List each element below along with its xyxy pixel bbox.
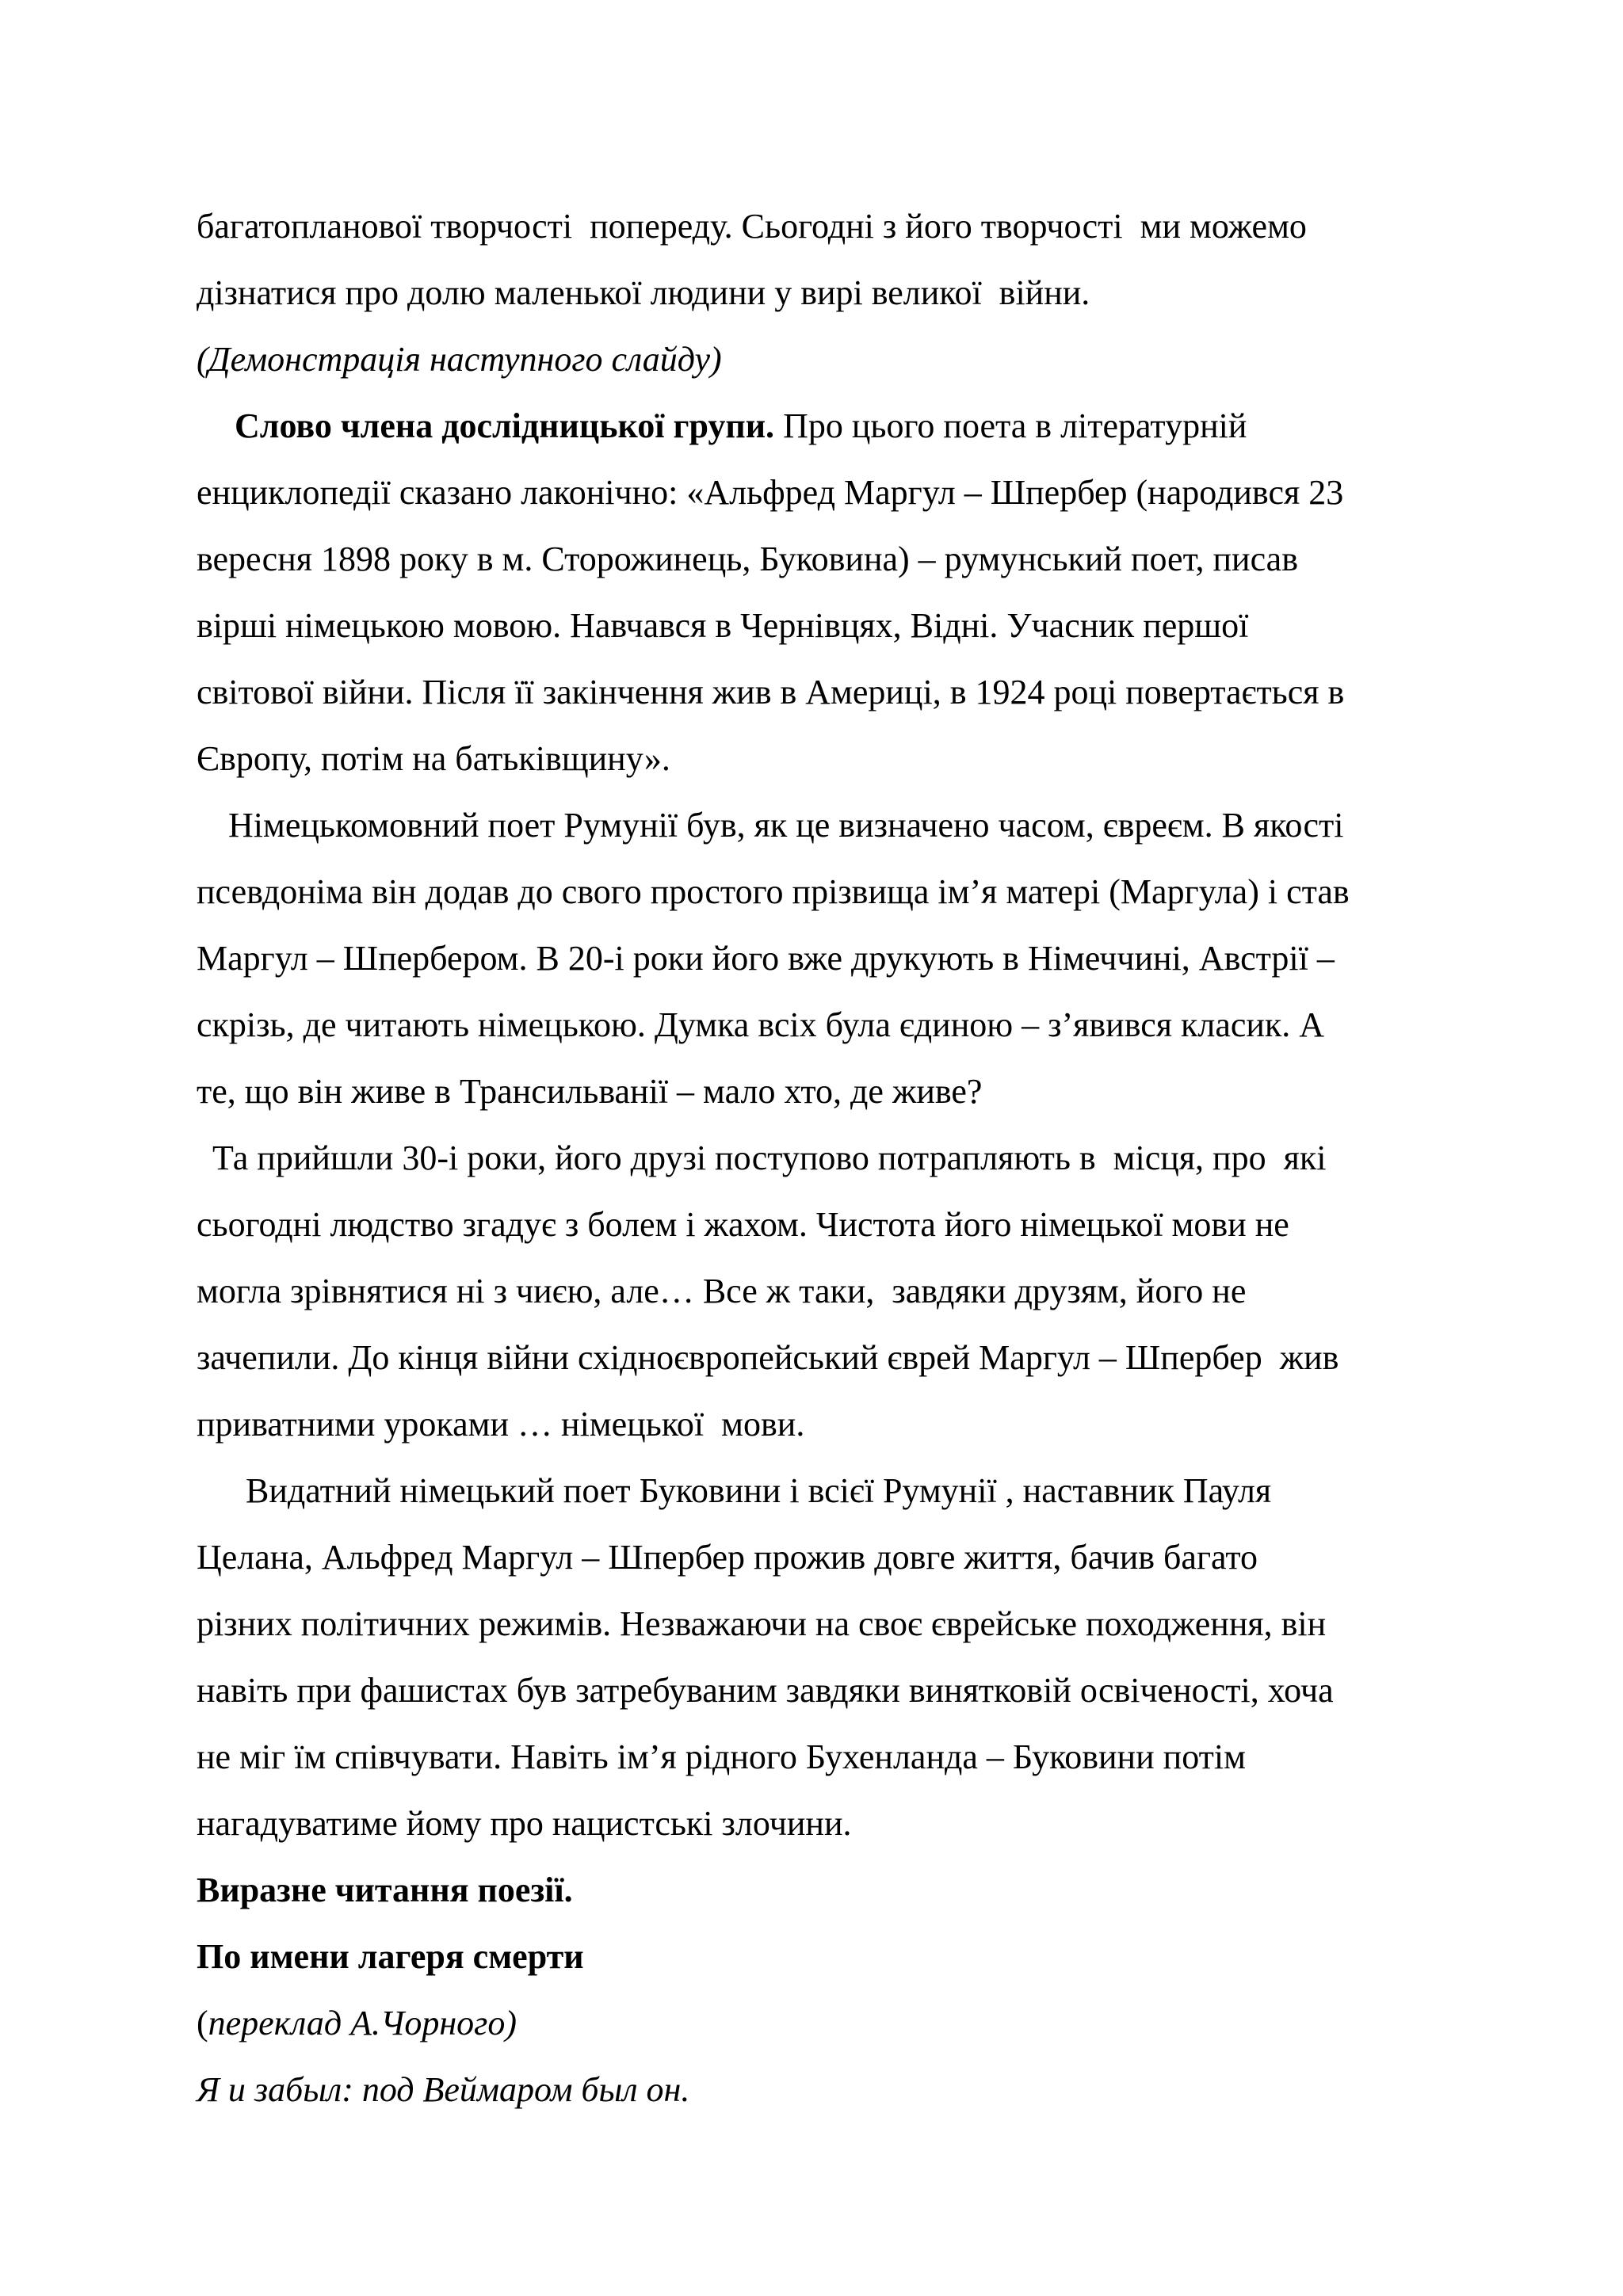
thirties-line-3: могла зрівнятися ні з чиєю, але… Все ж таки, завдяки друзям, його не (197, 1272, 1247, 1310)
poem-line-1: Я и забыл: под Веймаром был он. (197, 2070, 690, 2109)
thirties-line-5: приватними уроками … німецької мови. (197, 1405, 805, 1444)
poem-title: По имени лагеря смерти (197, 1937, 584, 1976)
thirties-line-1: Та прийшли 30-і роки, його друзі поступово потрапляють в місця, про які (212, 1138, 1327, 1177)
poet-line-3: Маргул – Шпербером. В 20-і роки його вже друкують в Німеччині, Австрії – (197, 939, 1335, 978)
research-line-1-text: Про цього поета в літературній (774, 406, 1247, 445)
intro-line-2: дізнатися про долю маленької людини у вирі великої війни. (197, 273, 1090, 312)
poet-line-2: псевдоніма він додав до свого простого прізвища ім’я матері (Маргула) і став (197, 872, 1350, 911)
research-line-6: Європу, потім на батьківщину». (197, 739, 670, 778)
research-line-2: енциклопедії сказано лаконічно: «Альфред Маргул – Шпербер (народився 23 (197, 473, 1344, 512)
mentor-line-3: різних політичних режимів. Незважаючи на своє єврейське походження, він (197, 1604, 1327, 1643)
stage-direction: (Демонстрація наступного слайду) (197, 340, 722, 379)
mentor-line-4: навіть при фашистах був затребуваним завдяки винятковій освіченості, хоча (197, 1671, 1334, 1710)
poet-line-1: Німецькомовний поет Румунії був, як це визначено часом, євреєм. В якості (228, 806, 1344, 845)
thirties-line-2: сьогодні людство згадує з болем і жахом. Чистота його німецької мови не (197, 1205, 1289, 1244)
mentor-line-6: нагадуватиме йому про нацистські злочини. (197, 1804, 852, 1843)
research-line-4: вірші німецькою мовою. Навчався в Чернівцях, Відні. Учасник першої (197, 606, 1249, 645)
mentor-line-1: Видатний німецький поет Буковини і всієї Румунії , наставник Пауля (246, 1471, 1272, 1510)
poet-line-5: те, що він живе в Трансильванії – мало хто, де живе? (197, 1072, 983, 1111)
intro-line-1: багатопланової творчості попереду. Сьогодні з його творчості ми можемо (197, 207, 1307, 246)
document-body (197, 193, 1496, 2123)
research-line-5: світової війни. Після її закінчення жив в Америці, в 1924 році повертається в (197, 673, 1345, 711)
translation-note-text: переклад А.Чорного) (208, 2004, 517, 2042)
reading-heading: Виразне читання поезії. (197, 1871, 573, 1909)
research-line-1 (197, 393, 1496, 460)
research-line-3: вересня 1898 року в м. Сторожинець, Буковина) – румунський поет, писав (197, 540, 1298, 578)
translation-note-paren: ( (197, 2004, 208, 2042)
thirties-line-4: зачепили. До кінця війни східноєвропейський єврей Маргул – Шпербер жив (197, 1338, 1339, 1377)
research-group-heading: Слово члена дослідницької групи. (235, 406, 775, 445)
mentor-line-2: Целана, Альфред Маргул – Шпербер прожив довге життя, бачив багато (197, 1538, 1258, 1577)
mentor-line-5: не міг їм співчувати. Навіть ім’я рідного Бухенланда – Буковини потім (197, 1737, 1246, 1776)
translation-note (197, 1990, 1496, 2057)
poet-line-4: скрізь, де читають німецькою. Думка всіх була єдиною – з’явився класик. А (197, 1005, 1325, 1044)
